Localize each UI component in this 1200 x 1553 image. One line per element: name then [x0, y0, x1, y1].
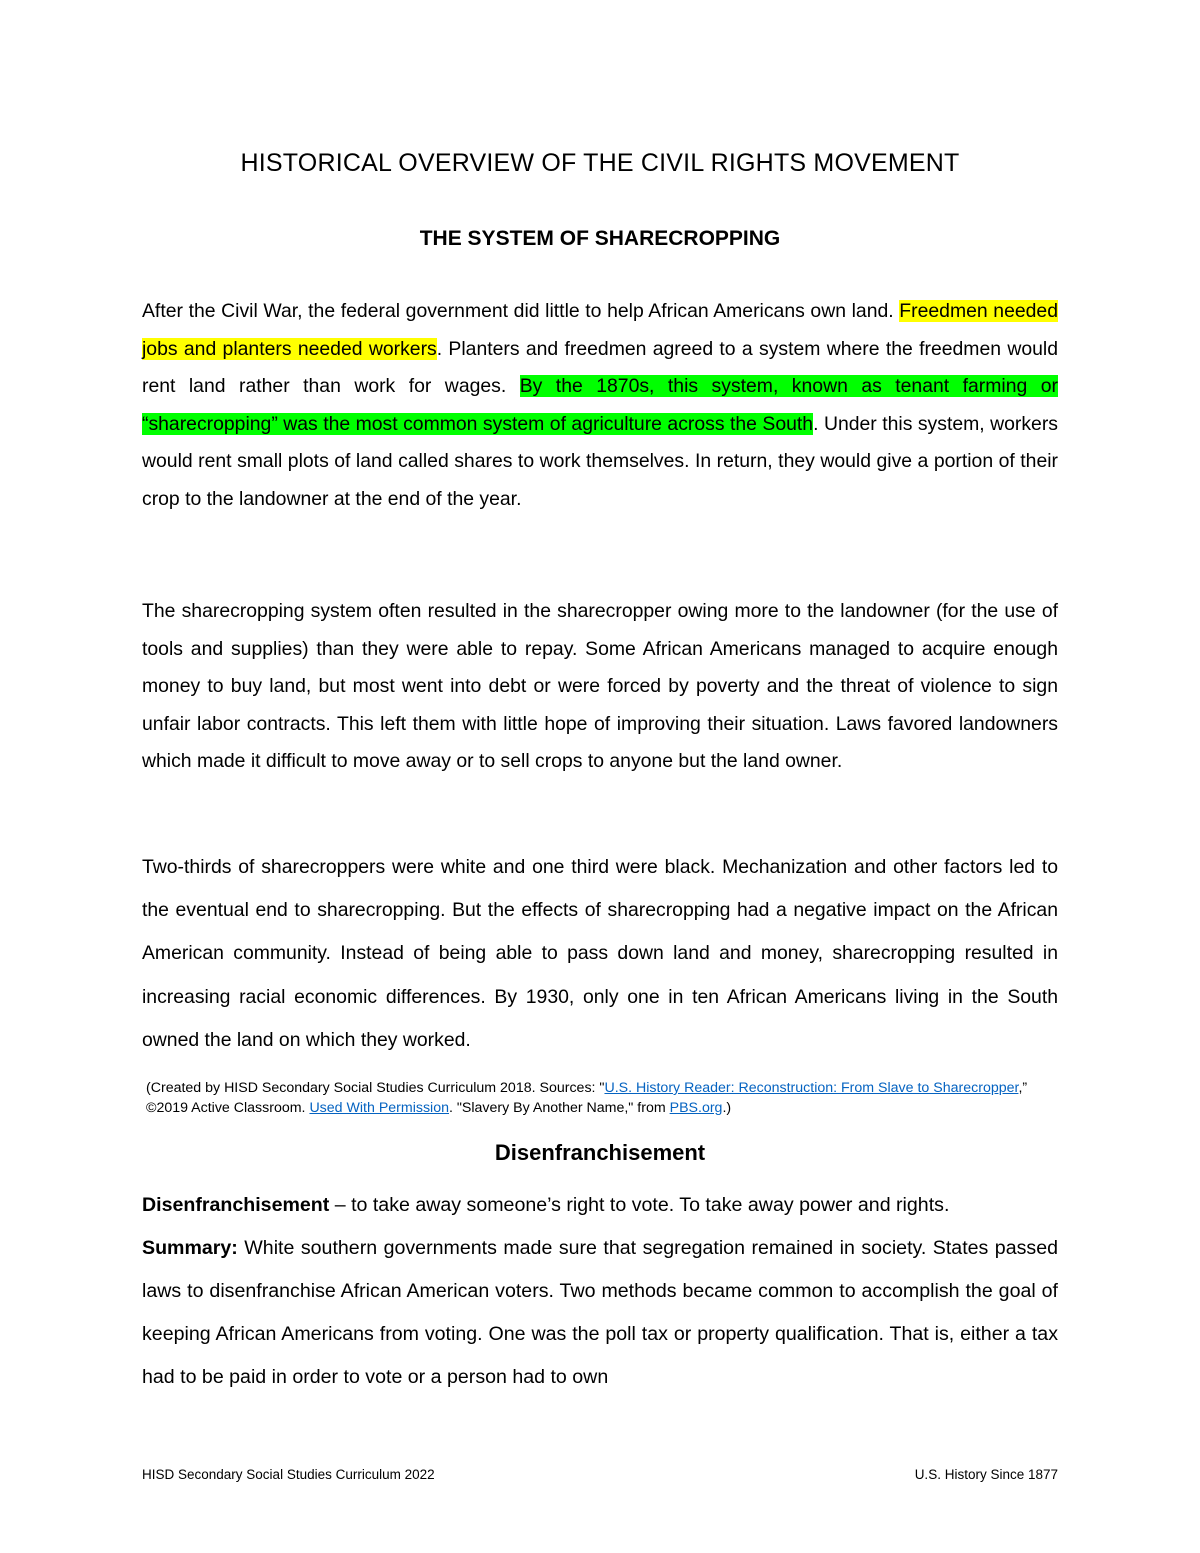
highlight-green: By the 1870s, this system, known as tenant farming or “sharecropping” was the most common system of agriculture across the South — [142, 375, 1058, 435]
section-subtitle: THE SYSTEM OF SHARECROPPING — [419, 227, 781, 250]
footer-course: U.S. History Since 1877 — [914, 1467, 1058, 1482]
citation-text: . "Slavery By Another Name," from — [449, 1100, 670, 1116]
paragraph-text: . Planters and freedmen agreed to a system where the freedmen would rent land rather than work for wages. — [142, 337, 1058, 397]
paragraph-disenfranchisement — [142, 1184, 1058, 1399]
highlight-yellow: Freedmen needed jobs and planters needed workers — [142, 300, 1059, 360]
summary-label: Summary: — [142, 1237, 238, 1259]
paragraph-debt: The sharecropping system often resulted in the sharecropper owing more to the landowner (for the use of tools and supplies) than they were able to repay. Some African Americans managed to acquire enough money to buy land, but most went into debt or were forced by poverty and the threat of violence to sign unfair labor contracts. This left them with little hope of improving their situation. Laws favored landowners which made it difficult to move away or to sell crops to anyone but the land owner. — [142, 600, 1058, 772]
citation-text: .) — [722, 1100, 732, 1116]
paragraph-sharecropping-intro — [142, 293, 1058, 518]
citation — [146, 1078, 1066, 1118]
definition-term: Disenfranchisement — [142, 1194, 330, 1216]
paragraph-effects: Two-thirds of sharecroppers were white and one third were black. Mechanization and other factors led to the eventual end to sharecropping. But the effects of sharecropping had a negative impact on the African American community. Instead of being able to pass down land and money, sharecropping resulted in increasing racial economic differences. By 1930, only one in ten African Americans living in the South owned the land on which they worked. — [142, 856, 1058, 1051]
source-link-history-reader[interactable]: U.S. History Reader: Reconstruction: From Slave to Sharecropper — [604, 1080, 1019, 1096]
footer-curriculum: HISD Secondary Social Studies Curriculum 2022 — [142, 1467, 435, 1482]
permission-link[interactable]: Used With Permission — [309, 1100, 449, 1116]
section-heading-disenfranchisement: Disenfranchisement — [494, 1140, 706, 1165]
page-title: HISTORICAL OVERVIEW OF THE CIVIL RIGHTS MOVEMENT — [240, 149, 960, 177]
definition-text: – to take away someone’s right to vote. To take away power and rights. — [329, 1194, 950, 1216]
citation-text: ,” ©2019 Active Classroom. — [146, 1080, 1028, 1116]
paragraph-text: After the Civil War, the federal government did little to help African Americans own land. — [142, 300, 900, 322]
paragraph-text: . Under this system, workers would rent small plots of land called shares to work themselves. In return, they would give a portion of their crop to the landowner at the end of the year. — [142, 412, 1058, 510]
pbs-link[interactable]: PBS.org — [669, 1100, 723, 1116]
summary-text: White southern governments made sure that segregation remained in society. States passed laws to disenfranchise African American voters. Two methods became common to accomplish the goal of keeping African Americans from voting. One was the poll tax or property qualification. That is, either a tax had to be paid in order to vote or a person had to own — [142, 1237, 1058, 1388]
citation-text: (Created by HISD Secondary Social Studies Curriculum 2018. Sources: " — [146, 1080, 605, 1096]
